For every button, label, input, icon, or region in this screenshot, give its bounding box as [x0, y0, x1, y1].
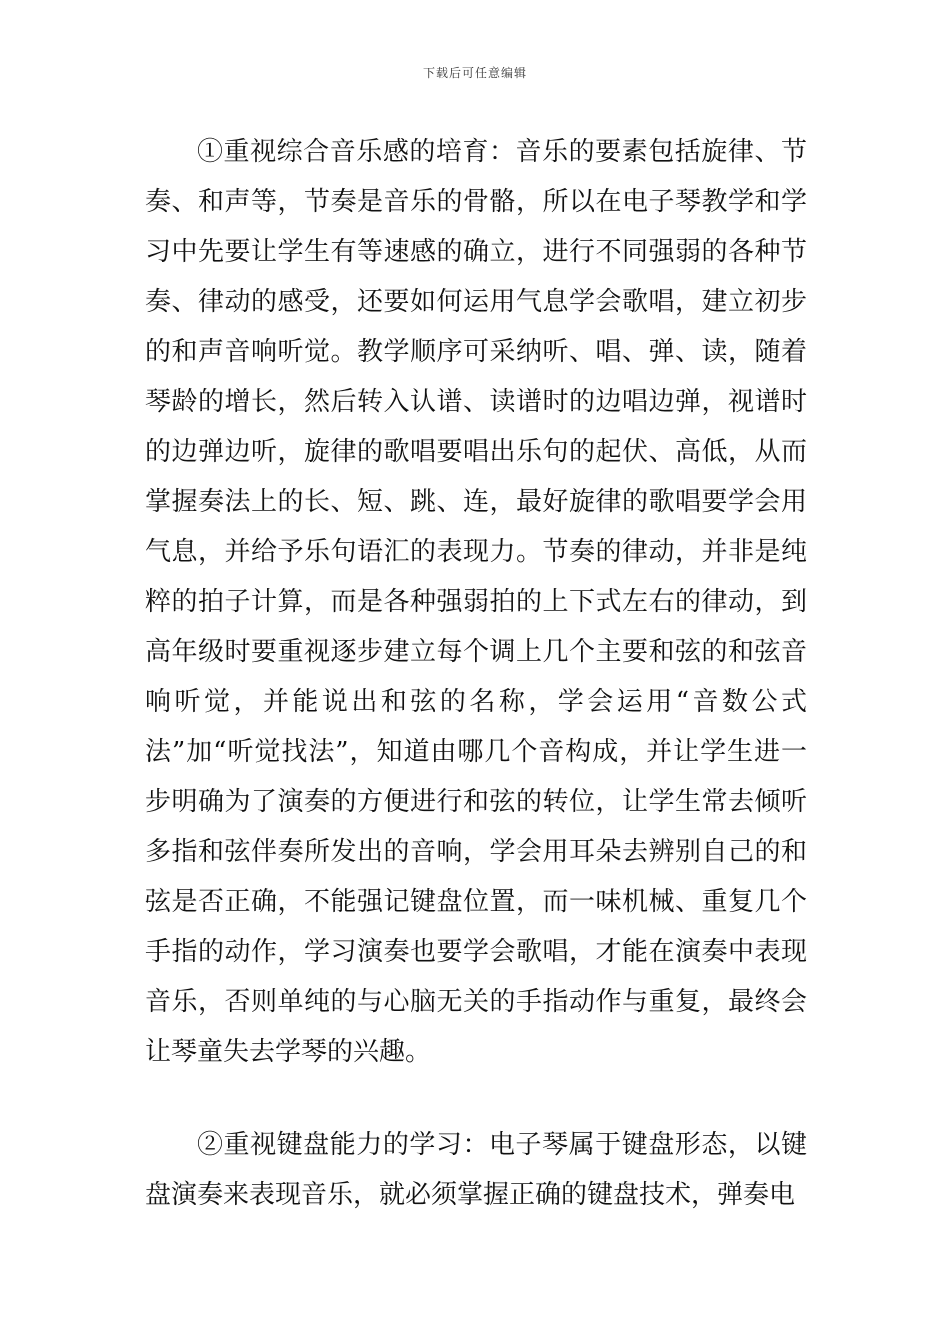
paragraph-2: ②重视键盘能力的学习：电子琴属于键盘形态，以键盘演奏来表现音乐，就必须掌握正确的键盘技术，弹奏电 [145, 1130, 807, 1210]
paragraph-1: ①重视综合音乐感的培育：音乐的要素包括旋律、节奏、和声等，节奏是音乐的骨骼，所以在电子琴教学和学习中先要让学生有等速感的确立，进行不同强弱的各种节奏、律动的感受，还要如何运用气息学会歌唱，建立初步的和声音响听觉。教学顺序可采纳听、唱、弹、读，随着琴龄的增长，然后转入认谱、读谱时的边唱边弹，视谱时的边弹边听，旋律的歌唱要唱出乐句的起伏、高低，从而掌握奏法上的长、短、跳、连，最好旋律的歌唱要学会用气息，并给予乐句语汇的表现力。节奏的律动，并非是纯粹的拍子计算，而是各种强弱拍的上下式左右的律动，到高年级时要重视逐步建立每个调上几个主要和弦的和弦音响听觉，并能说出和弦的名称，学会运用“音数公式法”加“听觉找法”，知道由哪几个音构成，并让学生进一步明确为了演奏的方便进行和弦的转位，让学生常去倾听多指和弦伴奏所发出的音响，学会用耳朵去辨别自己的和弦是否正确，不能强记键盘位置，而一味机械、重复几个手指的动作，学习演奏也要学会歌唱，才能在演奏中表现音乐，否则单纯的与心脑无关的手指动作与重复，最终会让琴童失去学琴的兴趣。 [145, 137, 807, 1067]
header-note: 下载后可任意编辑 [422, 66, 527, 80]
